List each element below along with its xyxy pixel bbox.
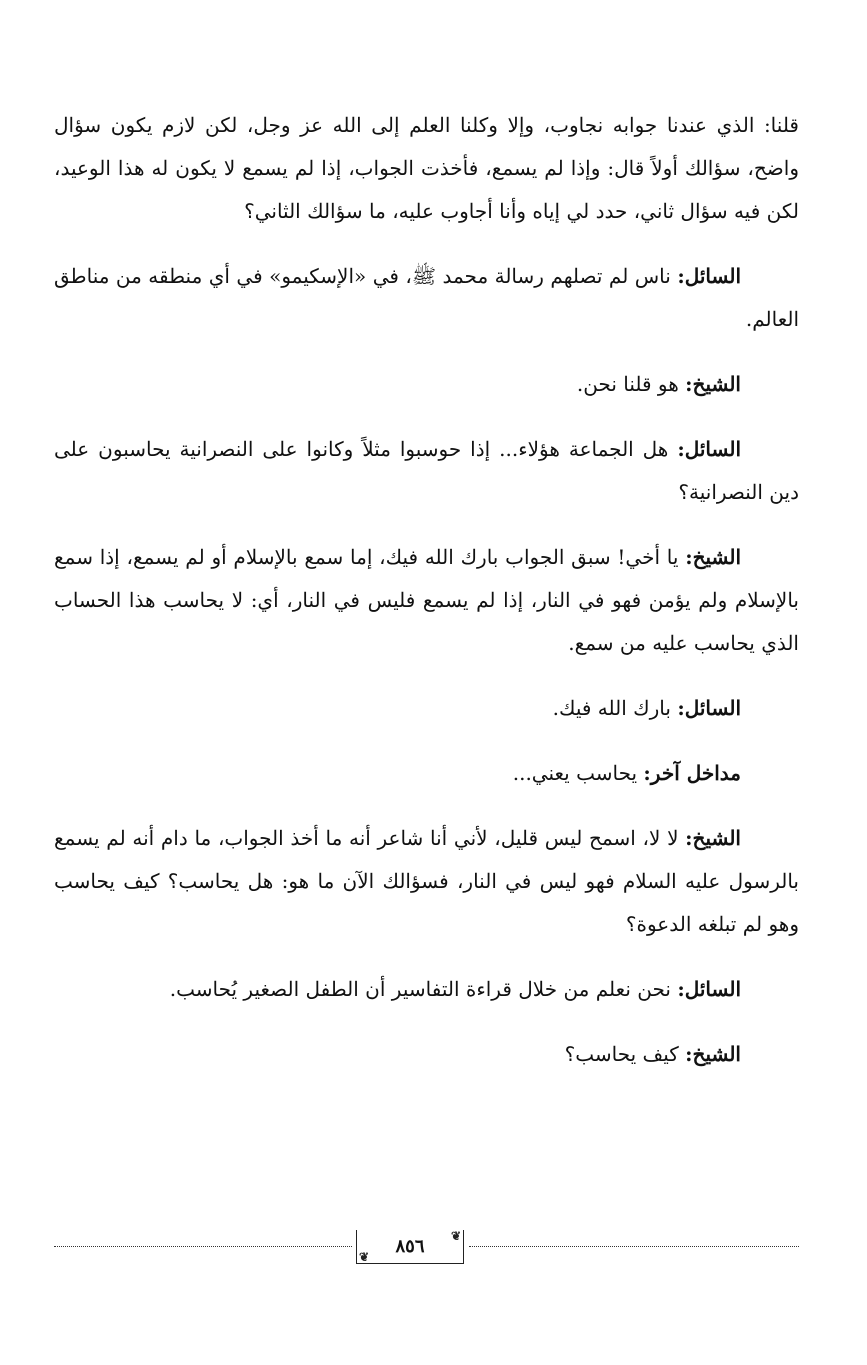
paragraph-10 [54, 1033, 799, 1076]
paragraph-8 [54, 817, 799, 946]
ornament-icon: ❦ [450, 1229, 461, 1243]
paragraph-text: نحن نعلم من خلال قراءة التفاسير أن الطفل الصغير يُحاسب. [169, 977, 671, 1001]
paragraph-2 [54, 255, 799, 341]
paragraph-1 [54, 104, 799, 233]
paragraph-9 [54, 968, 799, 1011]
page-number: ٨٥٦ [395, 1236, 425, 1257]
footer-rule-left [54, 1246, 352, 1247]
speaker-label: الشيخ: [685, 372, 741, 396]
paragraph-text: يحاسب يعني... [512, 761, 638, 785]
paragraph-6 [54, 687, 799, 730]
speaker-label: السائل: [677, 696, 741, 720]
footer-rule-right [469, 1246, 799, 1247]
ornament-icon: ❦ [359, 1250, 370, 1264]
paragraph-text: هو قلنا نحن. [576, 372, 679, 396]
paragraph-text: قلنا: الذي عندنا جوابه نجاوب، وإلا وكلنا العلم إلى الله عز وجل، لكن لازم يكون سؤال واضح، سؤالك أولاً قال: وإذا لم يسمع، فأخذت الجواب، إذا لم يسمع لا يكون له هذا الوعيد، لكن فيه سؤال ثاني، حدد لي إياه وأنا أجاوب عليه، ما سؤالك الثاني؟ [54, 113, 799, 223]
speaker-label: الشيخ: [685, 826, 741, 850]
speaker-label: مداخل آخر: [643, 761, 741, 785]
paragraph-text: هل الجماعة هؤلاء... إذا حوسبوا مثلاً وكانوا على النصرانية يحاسبون على دين النصرانية؟ [54, 437, 799, 504]
speaker-label: السائل: [677, 977, 741, 1001]
speaker-label: السائل: [677, 437, 741, 461]
page-footer [54, 1228, 799, 1268]
paragraph-text: ناس لم تصلهم رسالة محمد ﷺ، في «الإسكيمو» في أي منطقه من مناطق العالم. [54, 264, 799, 331]
speaker-label: السائل: [677, 264, 742, 288]
paragraph-text: بارك الله فيك. [552, 696, 671, 720]
paragraph-7 [54, 752, 799, 795]
page-number-frame [356, 1230, 464, 1264]
paragraph-text: لا لا، اسمح ليس قليل، لأني أنا شاعر أنه ما أخذ الجواب، ما دام أنه لم يسمع بالرسول عليه السلام فهو ليس في النار، فسؤالك الآن ما هو: هل يحاسب؟ كيف يحاسب وهو لم تبلغه الدعوة؟ [54, 826, 799, 936]
speaker-label: الشيخ: [685, 1042, 741, 1066]
paragraph-5 [54, 536, 799, 665]
page-body [54, 104, 799, 1098]
paragraph-4 [54, 428, 799, 514]
paragraph-text: يا أخي! سبق الجواب بارك الله فيك، إما سمع بالإسلام أو لم يسمع، إذا سمع بالإسلام ولم يؤمن فهو في النار، إذا لم يسمع فليس في النار، أي: لا يحاسب هذا الحساب الذي يحاسب عليه من سمع. [54, 545, 799, 655]
speaker-label: الشيخ: [685, 545, 742, 569]
paragraph-3 [54, 363, 799, 406]
paragraph-text: كيف يحاسب؟ [564, 1042, 679, 1066]
